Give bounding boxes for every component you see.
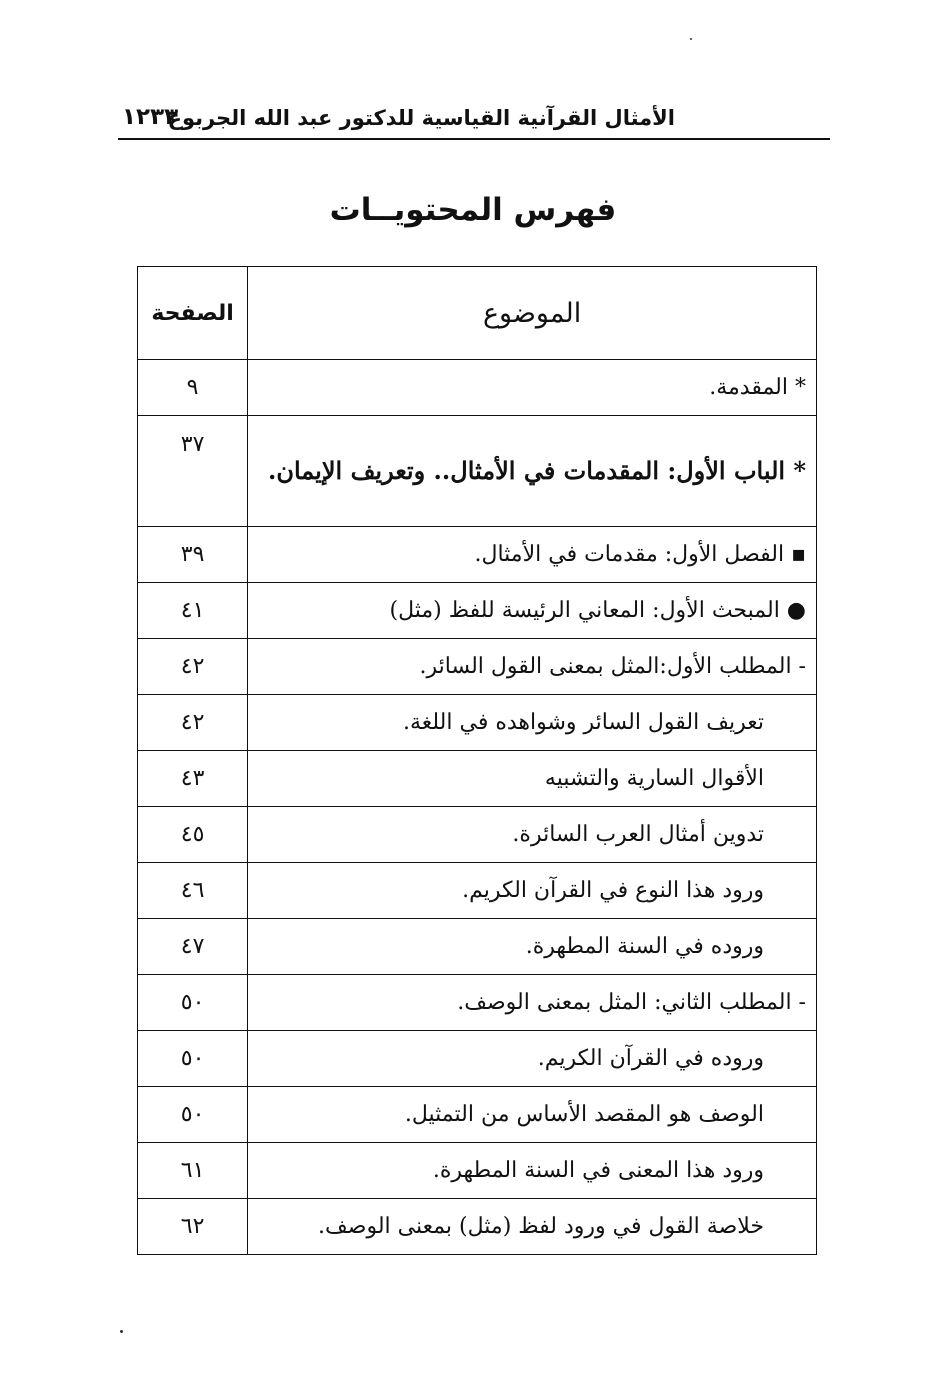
table-row [138,1143,817,1199]
row-subject: ● المبحث الأول: المعاني الرئيسة للفظ (مثل) [248,583,817,639]
row-page: ٩ [138,360,248,416]
row-page: ٣٧ [138,416,248,527]
table-row [138,695,817,751]
row-page: ٥٠ [138,1087,248,1143]
table-row [138,416,817,527]
page-column-header: الصفحة [138,267,248,360]
page-heading: فهرس المحتويــات [329,192,617,228]
row-page: ٦١ [138,1143,248,1199]
subject-column-header: الموضوع [248,267,817,360]
table-row [138,975,817,1031]
table-row [138,639,817,695]
row-subject: ▪ الفصل الأول: مقدمات في الأمثال. [248,527,817,583]
table-row [138,360,817,416]
table-row [138,807,817,863]
header-page-number: ١٢٣٣ [122,104,179,130]
row-page: ٣٩ [138,527,248,583]
row-subject: ورود هذا النوع في القرآن الكريم. [248,863,817,919]
row-subject: وروده في القرآن الكريم. [248,1031,817,1087]
row-subject: - المطلب الثاني: المثل بمعنى الوصف. [248,975,817,1031]
row-page: ٤٦ [138,863,248,919]
row-page: ٤١ [138,583,248,639]
row-page: ٤٥ [138,807,248,863]
row-subject: - المطلب الأول:المثل بمعنى القول السائر. [248,639,817,695]
row-subject: تعريف القول السائر وشواهده في اللغة. [248,695,817,751]
row-subject: خلاصة القول في ورود لفظ (مثل) بمعنى الوصف. [248,1199,817,1255]
row-subject: ورود هذا المعنى في السنة المطهرة. [248,1143,817,1199]
row-page: ٤٣ [138,751,248,807]
table-row [138,919,817,975]
table-row [138,527,817,583]
table-row [138,751,817,807]
table-row [138,1031,817,1087]
table-row [138,1087,817,1143]
row-page: ٤٢ [138,695,248,751]
scan-speck [120,1330,123,1333]
row-page: ٥٠ [138,1031,248,1087]
row-subject: * المقدمة. [248,360,817,416]
row-page: ٥٠ [138,975,248,1031]
scan-speck [690,38,692,40]
row-subject: الأقوال السارية والتشبيه [248,751,817,807]
table-row [138,1199,817,1255]
row-page: ٤٧ [138,919,248,975]
running-header [118,102,830,140]
table-row [138,863,817,919]
header-title: الأمثال القرآنية القياسية للدكتور عبد الله الجربوع [167,106,675,130]
row-subject: تدوين أمثال العرب السائرة. [248,807,817,863]
table-row [138,583,817,639]
row-page: ٤٢ [138,639,248,695]
toc-table [137,266,817,1255]
table-header-row [138,267,817,360]
row-subject: وروده في السنة المطهرة. [248,919,817,975]
row-subject: * الباب الأول: المقدمات في الأمثال.. وتعريف الإيمان. [248,416,817,527]
row-subject: الوصف هو المقصد الأساس من التمثيل. [248,1087,817,1143]
row-page: ٦٢ [138,1199,248,1255]
